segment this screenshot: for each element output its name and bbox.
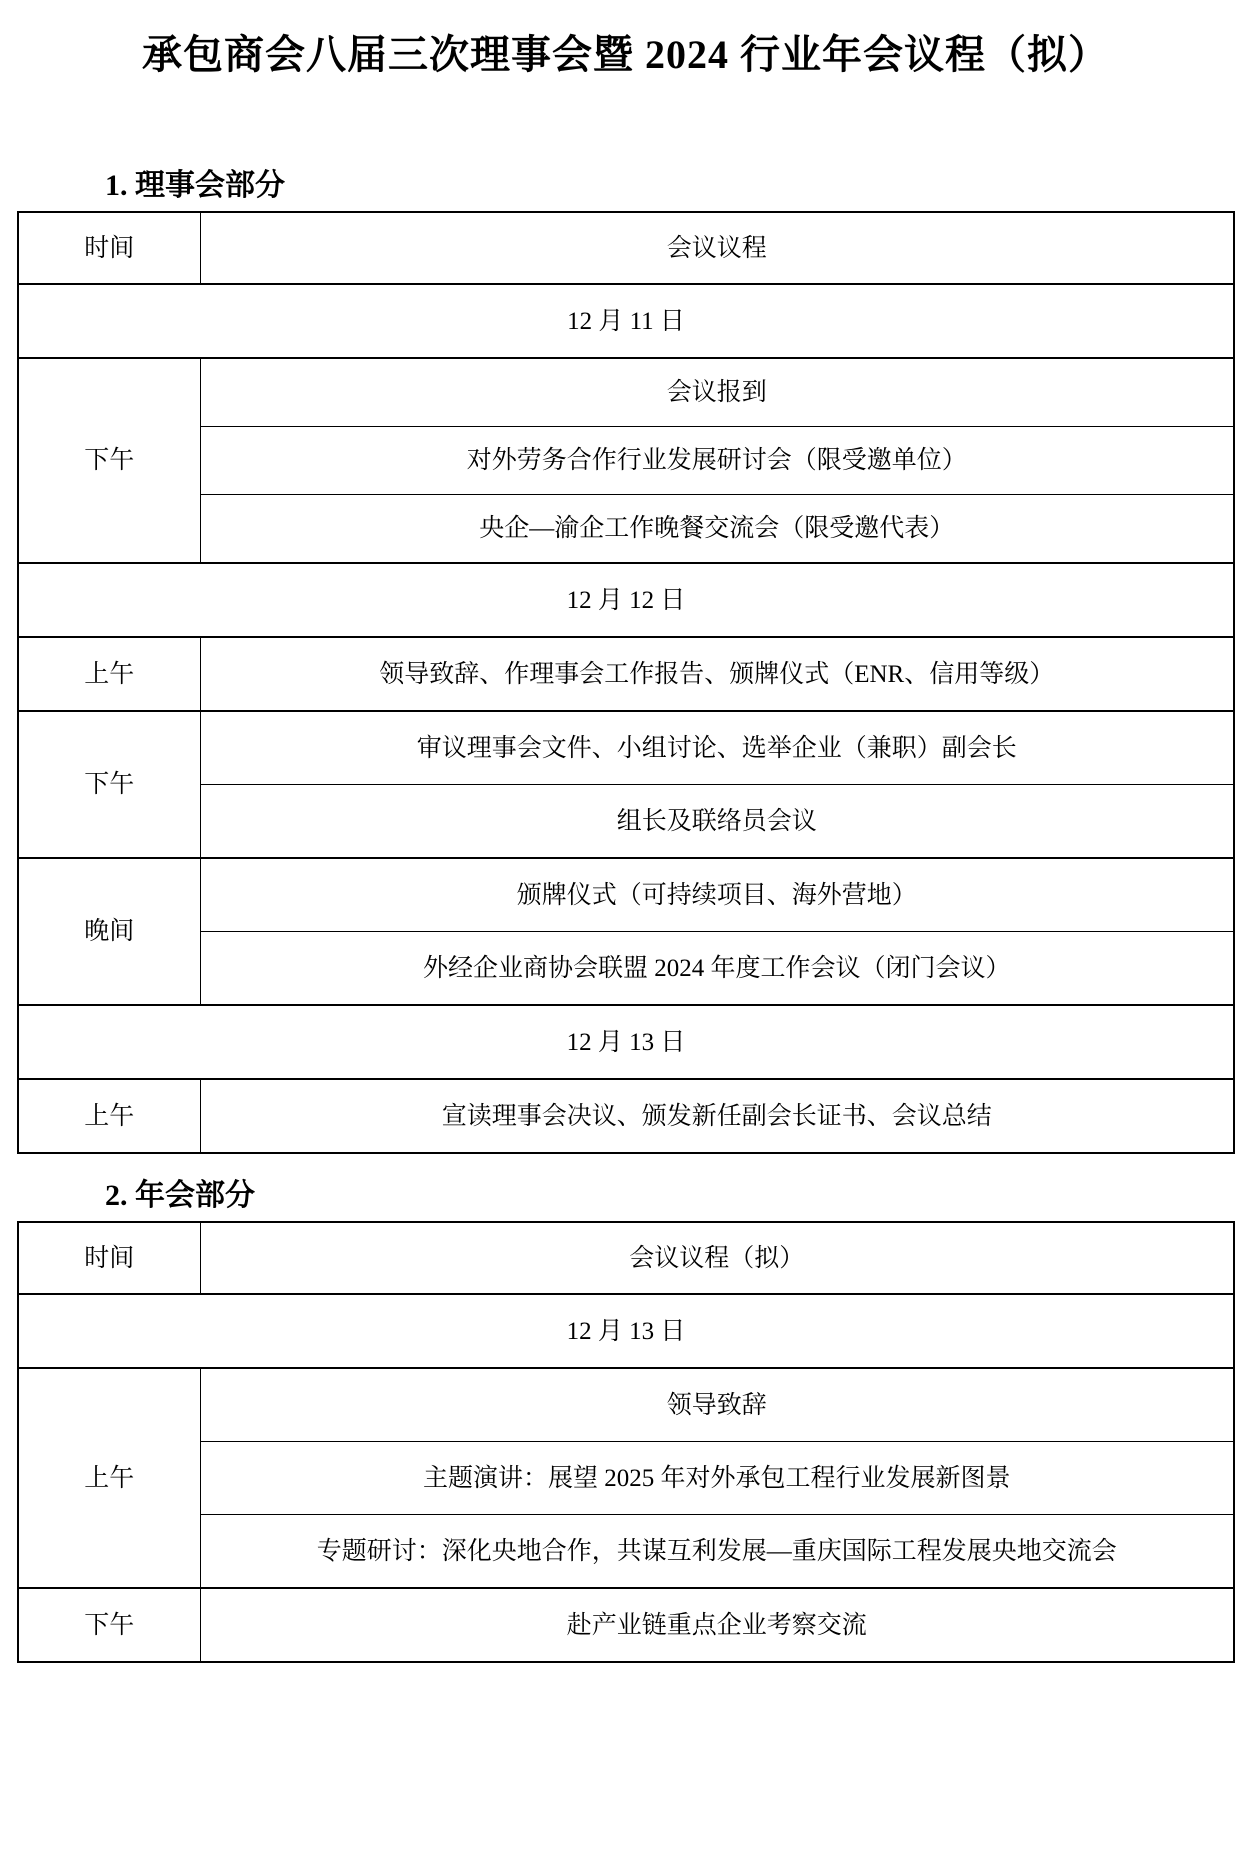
column-header-time: 时间	[18, 1222, 200, 1294]
table-row	[18, 711, 1234, 785]
table-row	[18, 1515, 1234, 1589]
table-row	[18, 785, 1234, 859]
column-header-agenda: 会议议程	[200, 212, 1234, 284]
document-page	[0, 30, 1251, 1850]
table-row	[18, 858, 1234, 932]
section-heading-2: 2. 年会部分	[105, 1179, 255, 1212]
agenda-item: 对外劳务合作行业发展研讨会（限受邀单位）	[200, 427, 1234, 495]
date-label: 12 月 13 日	[18, 1294, 1234, 1368]
time-label: 下午	[18, 358, 200, 563]
agenda-item: 外经企业商协会联盟 2024 年度工作会议（闭门会议）	[200, 932, 1234, 1006]
agenda-item: 主题演讲：展望 2025 年对外承包工程行业发展新图景	[200, 1442, 1234, 1515]
page-title: 承包商会八届三次理事会暨 2024 行业年会议程（拟）	[142, 32, 1109, 77]
column-header-time: 时间	[18, 212, 200, 284]
table-row	[18, 1079, 1234, 1153]
date-label: 12 月 13 日	[18, 1005, 1234, 1079]
agenda-item: 赴产业链重点企业考察交流	[200, 1588, 1234, 1662]
date-row	[18, 284, 1234, 358]
table-row	[18, 637, 1234, 711]
table-header-row	[18, 212, 1234, 284]
table-row	[18, 932, 1234, 1006]
time-label: 下午	[18, 711, 200, 858]
agenda-item: 审议理事会文件、小组讨论、选举企业（兼职）副会长	[200, 711, 1234, 785]
time-label: 上午	[18, 637, 200, 711]
table-header-row	[18, 1222, 1234, 1294]
agenda-table-annual-conference	[17, 1221, 1235, 1663]
agenda-table-board-meeting	[17, 211, 1235, 1154]
agenda-item: 专题研讨：深化央地合作，共谋互利发展—重庆国际工程发展央地交流会	[200, 1515, 1234, 1589]
date-row	[18, 563, 1234, 637]
time-label: 晚间	[18, 858, 200, 1005]
table-row	[18, 1588, 1234, 1662]
agenda-item: 颁牌仪式（可持续项目、海外营地）	[200, 858, 1234, 932]
agenda-item: 央企—渝企工作晚餐交流会（限受邀代表）	[200, 495, 1234, 564]
table-row	[18, 1442, 1234, 1515]
date-label: 12 月 11 日	[18, 284, 1234, 358]
agenda-item: 领导致辞	[200, 1368, 1234, 1442]
date-label: 12 月 12 日	[18, 563, 1234, 637]
table-row	[18, 427, 1234, 495]
table-row	[18, 495, 1234, 564]
table-row	[18, 358, 1234, 427]
agenda-item: 领导致辞、作理事会工作报告、颁牌仪式（ENR、信用等级）	[200, 637, 1234, 711]
date-row	[18, 1005, 1234, 1079]
date-row	[18, 1294, 1234, 1368]
table-row	[18, 1368, 1234, 1442]
agenda-item: 组长及联络员会议	[200, 785, 1234, 859]
section-heading-1: 1. 理事会部分	[105, 169, 285, 202]
time-label: 上午	[18, 1368, 200, 1588]
time-label: 上午	[18, 1079, 200, 1153]
time-label: 下午	[18, 1588, 200, 1662]
agenda-item: 宣读理事会决议、颁发新任副会长证书、会议总结	[200, 1079, 1234, 1153]
column-header-agenda: 会议议程（拟）	[200, 1222, 1234, 1294]
agenda-item: 会议报到	[200, 358, 1234, 427]
